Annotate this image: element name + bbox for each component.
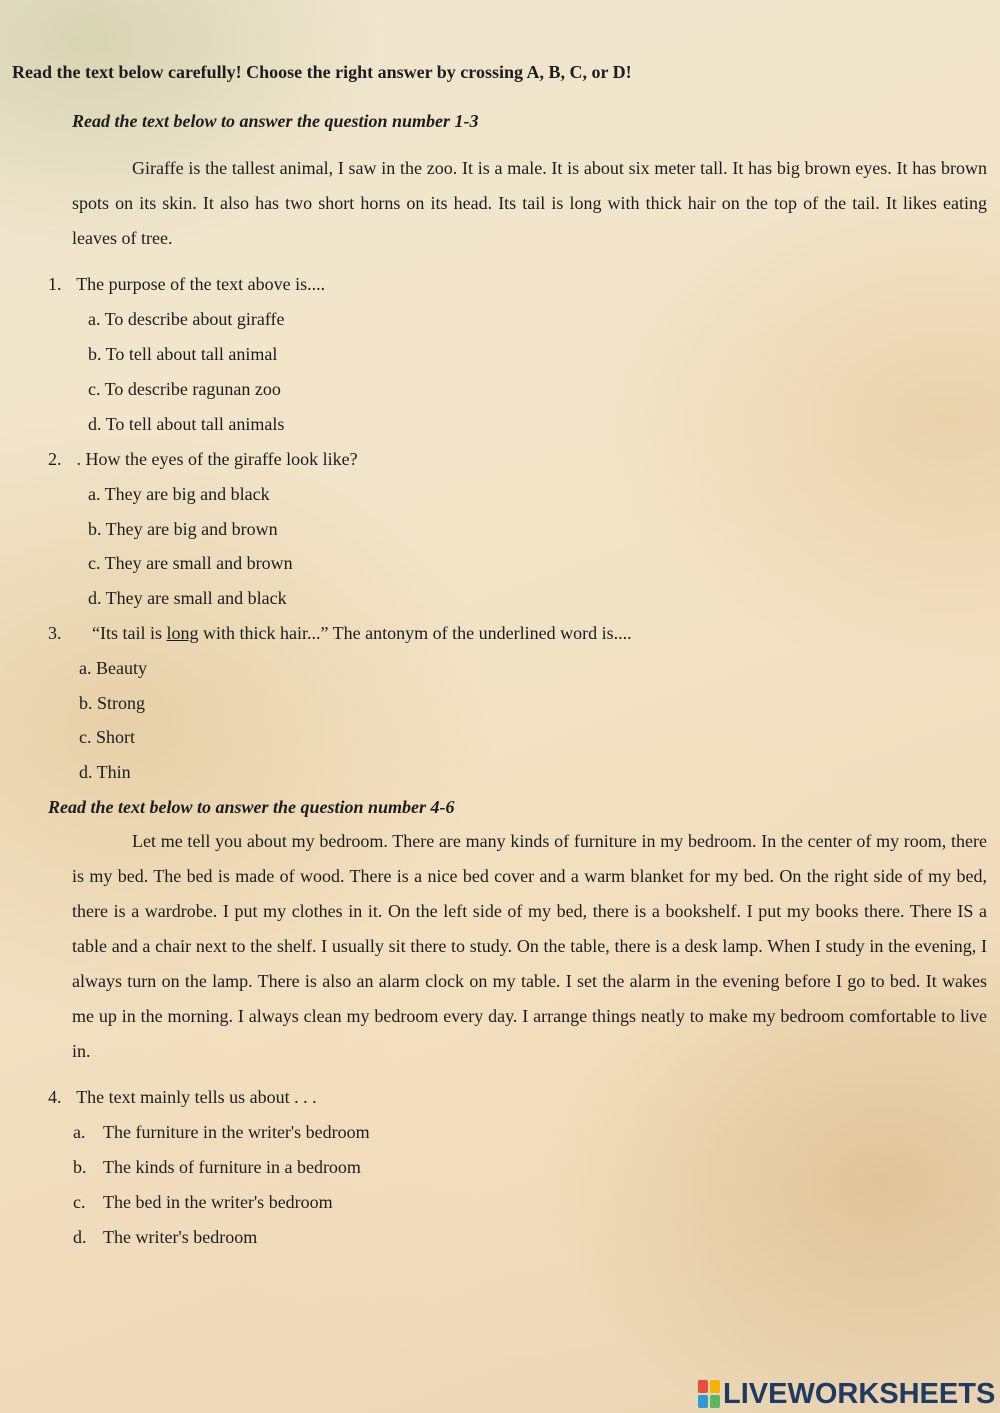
q4-option-c-text: The bed in the writer's bedroom <box>103 1192 333 1212</box>
question-3 <box>48 623 632 644</box>
q3-option-a[interactable]: a. Beauty <box>79 658 147 678</box>
q2-option-c[interactable]: c. They are small and brown <box>88 553 293 573</box>
q2-option-a[interactable]: a. They are big and black <box>88 484 270 504</box>
question-1 <box>48 274 325 295</box>
q3-option-b[interactable]: b. Strong <box>79 693 146 713</box>
q1-option-b[interactable]: b. To tell about tall animal <box>88 344 278 364</box>
q1-option-d[interactable]: d. To tell about tall animals <box>88 414 285 434</box>
question-3-underlined-word: long <box>166 623 199 643</box>
q4-option-c[interactable] <box>73 1192 333 1213</box>
q3-option-c[interactable]: c. Short <box>79 727 135 747</box>
question-3-text-after: with thick hair...” The antonym of the underlined word is.... <box>198 623 632 643</box>
q4-option-b[interactable] <box>73 1157 361 1178</box>
question-1-text: The purpose of the text above is.... <box>76 274 326 294</box>
q2-option-b[interactable]: b. They are big and brown <box>88 519 278 539</box>
liveworksheets-logo[interactable] <box>698 1378 995 1410</box>
instruction: Read the text below carefully! Choose the right answer by crossing A, B, C, or D! <box>12 62 632 82</box>
q3-option-d[interactable]: d. Thin <box>79 762 131 782</box>
section1-heading: Read the text below to answer the question number 1-3 <box>72 111 479 131</box>
giraffe-passage: Giraffe is the tallest animal, I saw in the zoo. It is a male. It is about six meter tall. It has big brown eyes. It has brown spots on its skin. It also has two short horns on its head. Its tail is long with thick hair on the top of the tail. It likes eating leaves of tree. <box>72 158 987 248</box>
q4-option-a[interactable] <box>73 1122 370 1143</box>
q4-option-b-text: The kinds of furniture in a bedroom <box>103 1157 361 1177</box>
question-1-number: 1. <box>48 274 62 294</box>
section2-heading: Read the text below to answer the question number 4-6 <box>48 797 455 817</box>
q4-option-a-text: The furniture in the writer's bedroom <box>103 1122 370 1142</box>
q4-option-d-text: The writer's bedroom <box>103 1227 258 1247</box>
q4-option-d[interactable] <box>73 1227 257 1248</box>
q4-option-a-letter: a. <box>73 1122 86 1142</box>
question-4-number: 4. <box>48 1087 62 1107</box>
q2-option-d[interactable]: d. They are small and black <box>88 588 287 608</box>
liveworksheets-logo-text: LIVEWORKSHEETS <box>723 1377 996 1410</box>
q4-option-b-letter: b. <box>73 1157 87 1177</box>
question-2-text: . How the eyes of the giraffe look like? <box>76 449 358 469</box>
question-2 <box>48 449 358 470</box>
bedroom-passage: Let me tell you about my bedroom. There are many kinds of furniture in my bedroom. In the center of my room, there is my bed. The bed is made of wood. There is a nice bed cover and a warm blanket for my bed. On the right side of my bed, there is a wardrobe. I put my clothes in it. On the left side of my bed, there is a bookshelf. I put my books there. There IS a table and a chair next to the shelf. I usually sit there to study. On the table, there is a desk lamp. When I study in the evening, I always turn on the lamp. There is also an alarm clock on my table. I set the alarm in the evening before I go to bed. It wakes me up in the morning. I always clean my bedroom every day. I arrange things neatly to make my bedroom comfortable to live in. <box>72 831 987 1061</box>
question-3-number: 3. <box>48 623 62 643</box>
question-2-number: 2. <box>48 449 62 469</box>
q1-option-c[interactable]: c. To describe ragunan zoo <box>88 379 281 399</box>
question-4 <box>48 1087 317 1108</box>
question-4-text: The text mainly tells us about . . . <box>76 1087 317 1107</box>
question-3-text-before: “Its tail is <box>92 623 167 643</box>
q4-option-d-letter: d. <box>73 1227 87 1247</box>
q4-option-c-letter: c. <box>73 1192 86 1212</box>
q1-option-a[interactable]: a. To describe about giraffe <box>88 309 285 329</box>
liveworksheets-logo-icon <box>698 1380 720 1408</box>
